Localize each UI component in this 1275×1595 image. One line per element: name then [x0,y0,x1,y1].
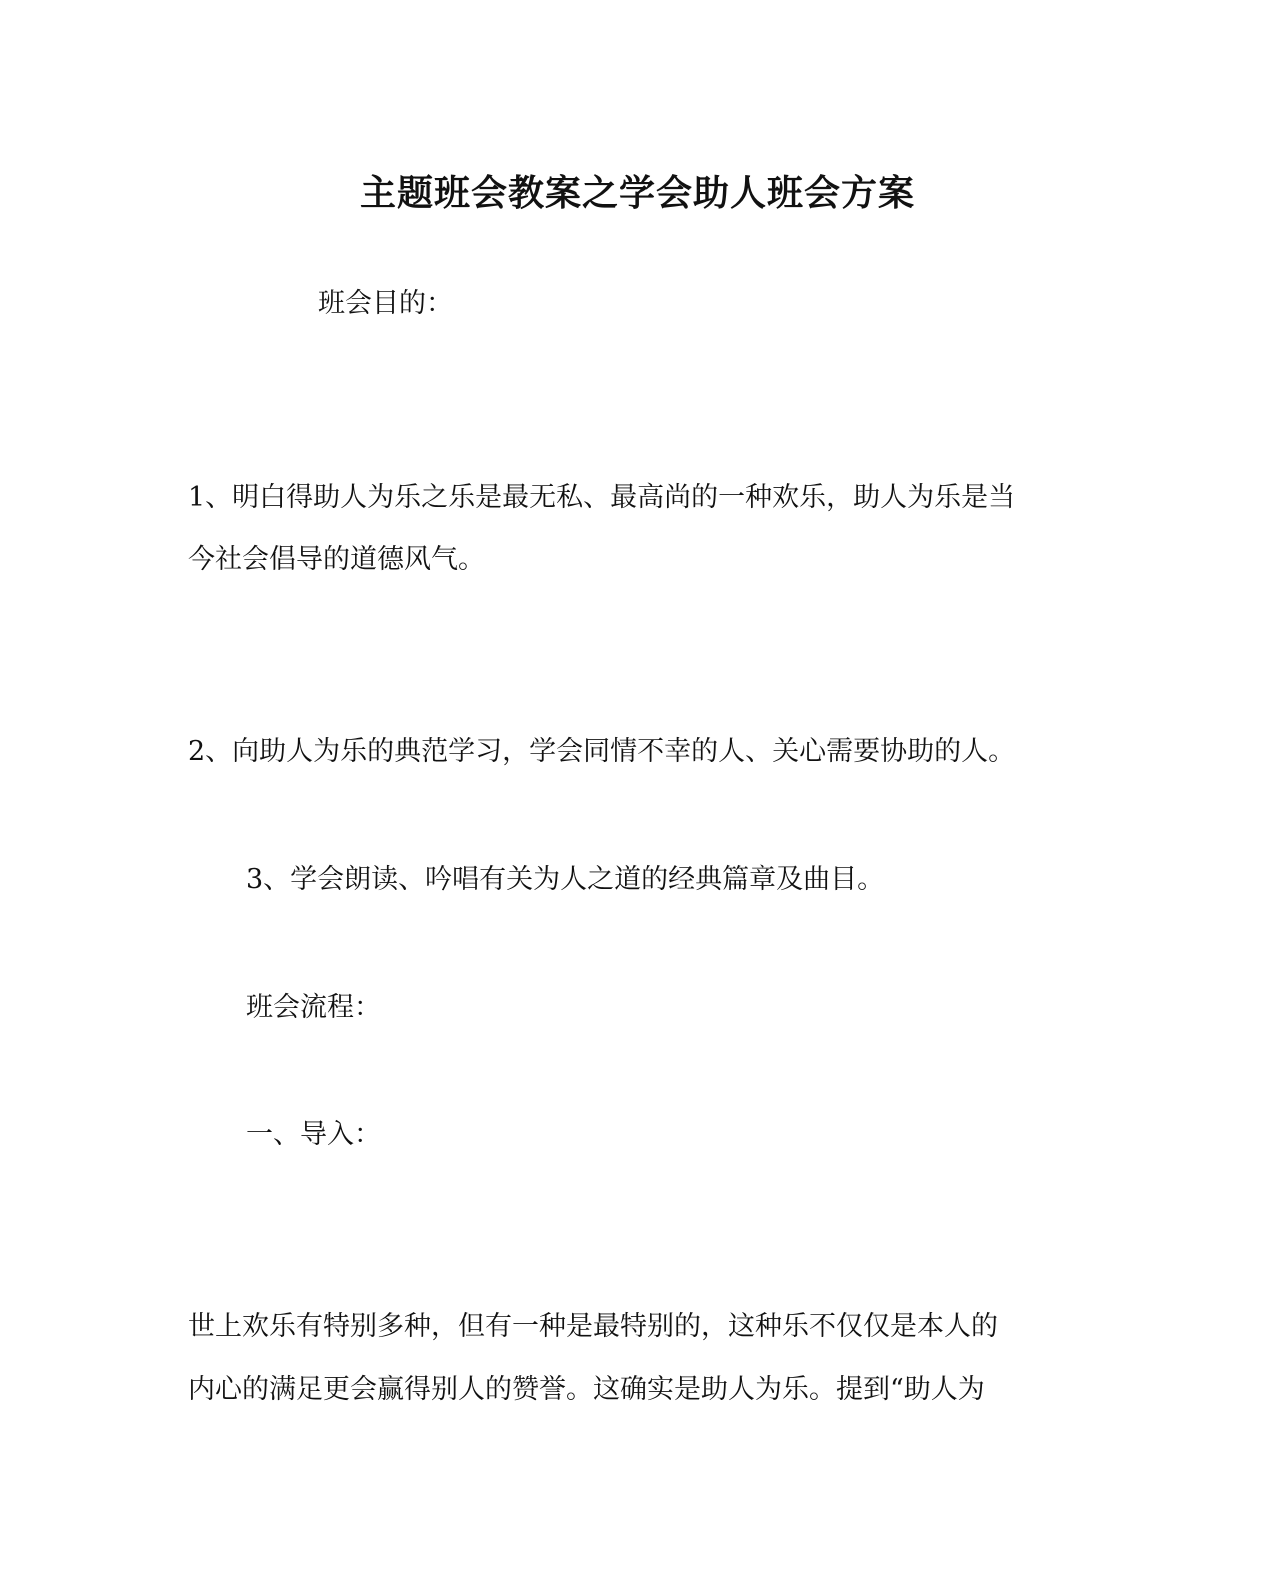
paragraph-line: 3、学会朗读、吟唱有关为人之道的经典篇章及曲目。 [246,864,885,895]
paragraph-line: 内心的满足更会赢得别人的赞誉。这确实是助人为乐。提到“助人为 [188,1374,985,1405]
section-heading-intro: 一、导入： [246,1119,381,1150]
paragraph-line: 世上欢乐有特别多种，但有一种是最特别的，这种乐不仅仅是本人的 [188,1311,998,1342]
document-title: 主题班会教案之学会助人班会方案 [359,172,915,214]
section-heading-purpose: 班会目的： [318,288,453,319]
section-heading-process: 班会流程： [246,992,381,1023]
paragraph-line: 今社会倡导的道德风气。 [188,544,485,575]
paragraph-line: 2、向助人为乐的典范学习，学会同情不幸的人、关心需要协助的人。 [188,736,1016,767]
paragraph-line: 1、明白得助人为乐之乐是最无私、最高尚的一种欢乐，助人为乐是当 [188,482,1016,513]
